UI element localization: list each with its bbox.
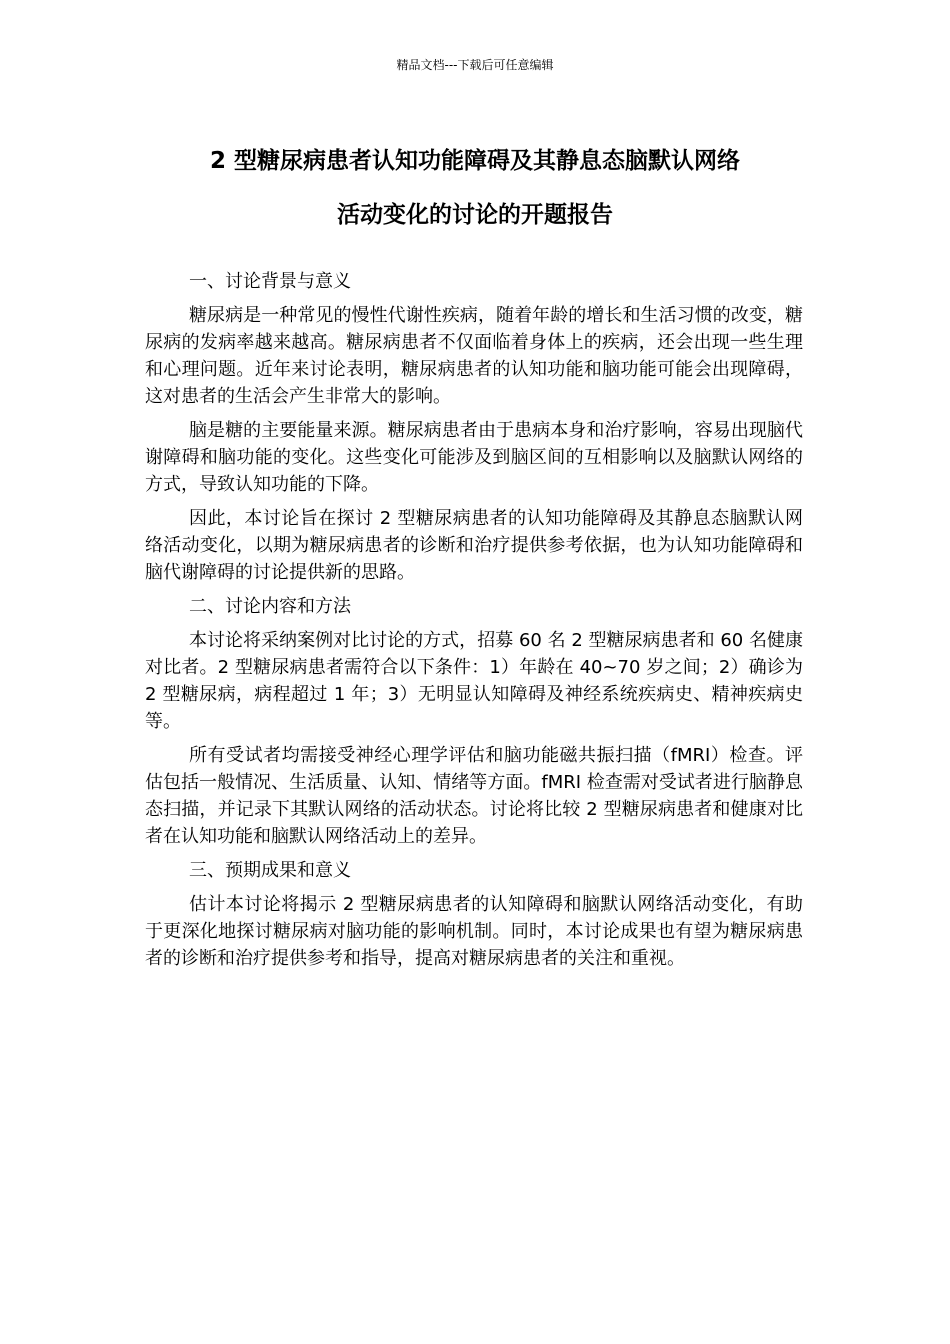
paragraph: 估计本讨论将揭示 2 型糖尿病患者的认知障碍和脑默认网络活动变化，有助于更深化地探讨糖尿病对脑功能的影响机制。同时，本讨论成果也有望为糖尿病患者的诊断和治疗提供参考和指导，提高对糖尿病患者的关注和重视。 xyxy=(145,894,803,969)
paragraph: 所有受试者均需接受神经心理学评估和脑功能磁共振扫描（fMRI）检查。评估包括一般情况、生活质量、认知、情绪等方面。fMRI 检查需对受试者进行脑静息态扫描，并记录下其默认网络的活动状态。讨论将比较 2 型糖尿病患者和健康对比者在认知功能和脑默认网络活动上的差异。 xyxy=(145,745,803,847)
section-heading: 二、讨论内容和方法 xyxy=(189,596,351,617)
document-body xyxy=(145,268,803,979)
paragraph: 脑是糖的主要能量来源。糖尿病患者由于患病本身和治疗影响，容易出现脑代谢障碍和脑功能的变化。这些变化可能涉及到脑区间的互相影响以及脑默认网络的方式，导致认知功能的下降。 xyxy=(145,420,803,495)
section-heading: 三、预期成果和意义 xyxy=(189,860,351,881)
section-methods xyxy=(145,593,803,850)
section-expected-results xyxy=(145,857,803,972)
page-header: 精品文档---下载后可任意编辑 xyxy=(396,58,554,72)
document-title xyxy=(120,134,830,242)
paragraph: 本讨论将采纳案例对比讨论的方式，招募 60 名 2 型糖尿病患者和 60 名健康对比者。2 型糖尿病患者需符合以下条件：1）年龄在 40~70 岁之间；2）确诊为 2 型糖尿病，病程超过 1 年；3）无明显认知障碍及神经系统疾病史、精神疾病史等。 xyxy=(145,630,803,732)
section-heading: 一、讨论背景与意义 xyxy=(189,271,351,292)
paragraph: 因此，本讨论旨在探讨 2 型糖尿病患者的认知功能障碍及其静息态脑默认网络活动变化，以期为糖尿病患者的诊断和治疗提供参考依据，也为认知功能障碍和脑代谢障碍的讨论提供新的思路。 xyxy=(145,508,803,583)
paragraph: 糖尿病是一种常见的慢性代谢性疾病，随着年龄的增长和生活习惯的改变，糖尿病的发病率越来越高。糖尿病患者不仅面临着身体上的疾病，还会出现一些生理和心理问题。近年来讨论表明，糖尿病患者的认知功能和脑功能可能会出现障碍，这对患者的生活会产生非常大的影响。 xyxy=(145,305,803,407)
section-background xyxy=(145,268,803,586)
title-line-2: 活动变化的讨论的开题报告 xyxy=(337,202,613,228)
title-line-1: 2 型糖尿病患者认知功能障碍及其静息态脑默认网络 xyxy=(209,148,740,174)
